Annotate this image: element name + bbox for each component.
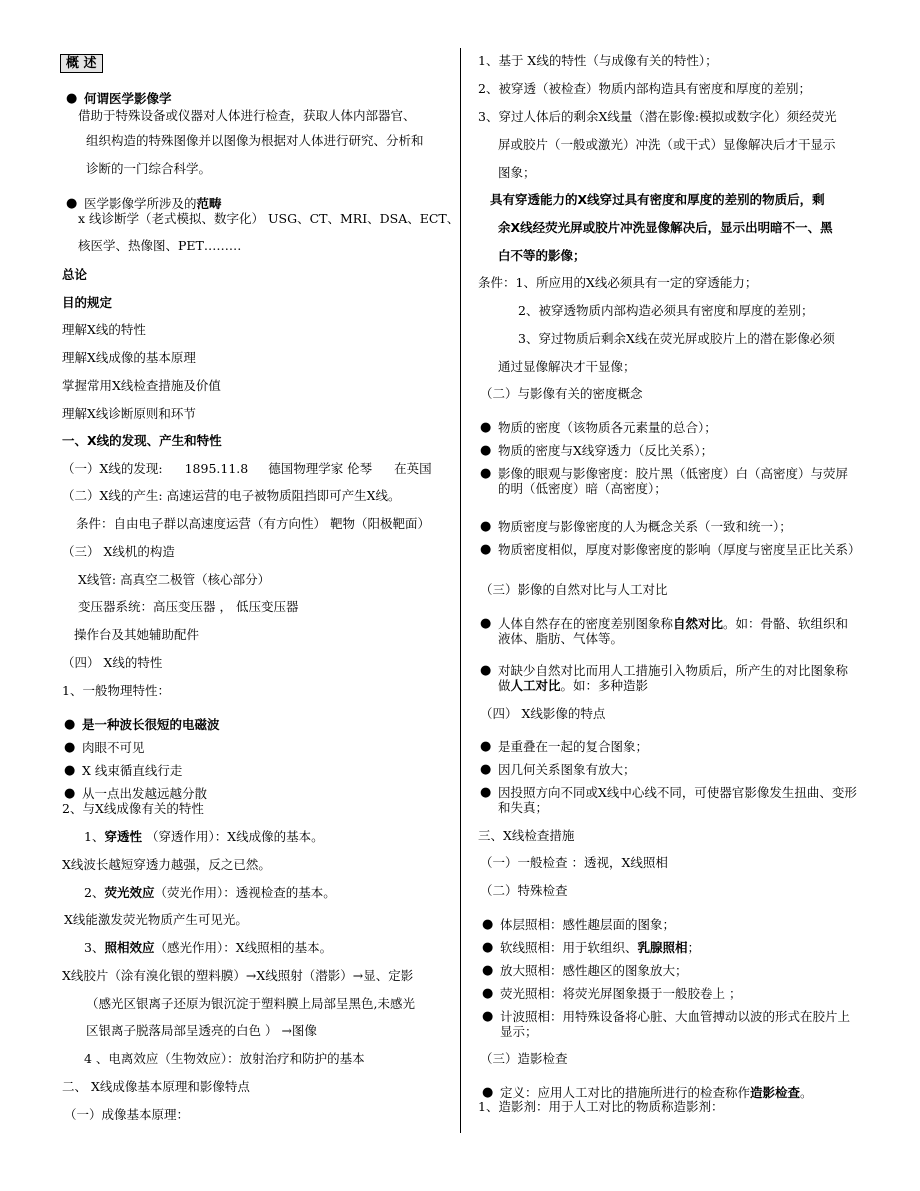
bullet-dot-icon: ● (64, 740, 76, 755)
bullet-dot-icon: ● (480, 739, 492, 754)
bullet-dot-icon: ● (482, 1009, 494, 1024)
condition-item: 2、被穿透物质内部构造必须具有密度和厚度的差别； (518, 303, 814, 318)
special-exam-bullet: ● 计波照相：用特殊设备将心脏、大血管搏动以波的形式在胶片上显示； (482, 1009, 851, 1039)
feature-bullet: ● 是重叠在一起的复合图象； (480, 739, 649, 754)
principle-item: 图象； (498, 165, 536, 180)
bullet-what-is: ● 何谓医学影像学 (66, 91, 172, 106)
principle-item: 屏或胶片（一般或激光）冲洗（或干式）显像解决后才干显示 (498, 137, 836, 152)
condition-item: 通过显像解决才干显像； (498, 359, 636, 374)
subsection-heading: （二）特殊检查 (480, 883, 568, 898)
key-statement: 白不等的影像； (498, 248, 586, 263)
discovery-line: （一）X线的发现: 1895.11.8 德国物理学家 伦琴 在英国 (62, 461, 432, 476)
bullet-dot-icon: ● (480, 466, 492, 481)
key-statement: 具有穿透能力的X线穿过具有密度和厚度的差别的物质后，剩 (490, 192, 825, 207)
subsection-heading: （三）造影检查 (480, 1051, 568, 1066)
bullet-dot-icon: ● (482, 940, 494, 955)
definition-line: 组织构造的特殊图像并以图像为根据对人体进行研究、分析和 (86, 133, 424, 148)
conditions-line: 条件：自由电子群以高速度运营（有方向性） 靶物（阳极靶面） (76, 516, 430, 531)
bullet-dot-icon: ● (480, 785, 492, 800)
structure-item: X线管: 高真空二极管（核心部分） (78, 572, 271, 587)
subsection-heading: 1、一般物理特性： (62, 683, 170, 698)
bullet-dot-icon: ● (480, 443, 492, 458)
contrast-bullet: ● 人体自然存在的密度差别图象称自然对比。如：骨骼、软组织和液体、脂肪、气体等。 (480, 616, 849, 646)
bullet-dot-icon: ● (482, 986, 494, 1001)
property-bullet: ● 肉眼不可见 (64, 740, 145, 755)
bullet-dot-icon: ● (66, 91, 78, 106)
section-heading: 三、X线检查措施 (478, 828, 575, 843)
contrast-bullet: ● 对缺少自然对比而用人工措施引入物质后，所产生的对比图象称做人工对比。如：多种造影 (480, 663, 849, 693)
feature-bullet: ● 因几何关系图象有放大； (480, 762, 636, 777)
scope-line: 核医学、热像图、PET……… (78, 238, 242, 253)
bullet-dot-icon: ● (480, 519, 492, 534)
bullet-dot-icon: ● (482, 963, 494, 978)
definition-line: 借助于特殊设备或仪器对人体进行检查，获取人体内部器官、 (78, 108, 416, 123)
trait-note: 区银离子脱落局部呈透亮的白色 ） →图像 (86, 1023, 317, 1038)
trait-note: （感光区银离子还原为银沉淀于塑料膜上局部呈黑色,未感光 (86, 996, 415, 1011)
key-statement: 余X线经荧光屏或胶片冲洗显像解决后，显示出明暗不一、黑 (498, 220, 833, 235)
heading-zonglun: 总论 (62, 267, 88, 282)
goal-item: 理解X线诊断原则和环节 (62, 406, 196, 421)
property-bullet: ● 是一种波长很短的电磁波 (64, 717, 220, 732)
special-exam-bullet: ● 软线照相：用于软组织、乳腺照相； (482, 940, 701, 955)
section-heading: 二、 X线成像基本原理和影像特点 (62, 1079, 250, 1094)
principle-item: 1、基于 X线的特性（与成像有关的特性）； (478, 53, 718, 68)
trait-note: X线胶片（涂有溴化银的塑料膜）→X线照射（潜影）→显、定影 (62, 968, 414, 983)
density-bullet: ● 影像的眼观与影像密度：胶片黑（低密度）白（高密度）与荧屏的明（低密度）暗（高密度）； (480, 466, 849, 496)
property-bullet: ● X 线束循直线行走 (64, 763, 183, 778)
subsection-heading: （一）一般检查 ：透视，X线照相 (480, 855, 668, 870)
subsection-heading: （四） X线影像的特点 (480, 706, 606, 721)
feature-bullet: ● 因投照方向不同或X线中心线不同，可使器官影像发生扭曲、变形和失真； (480, 785, 857, 815)
bullet-dot-icon: ● (480, 616, 492, 631)
bullet-dot-icon: ● (482, 917, 494, 932)
structure-item: 变压器系统：高压变压器 ， 低压变压器 (78, 599, 299, 614)
density-bullet: ● 物质的密度与X线穿透力（反比关系）； (480, 443, 714, 458)
condition-item: 3、穿过物质后剩余X线在荧光屏或胶片上的潜在影像必须 (518, 331, 835, 346)
bullet-dot-icon: ● (64, 786, 76, 801)
trait-penetration: 1、穿透性 （穿透作用）：X线成像的基本。 (84, 829, 324, 844)
trait-ionization: 4 、电离效应（生物效应）：放射治疗和防护的基本 (84, 1051, 365, 1066)
subsection-heading: （三） X线机的构造 (62, 544, 175, 559)
section-heading: 一、X线的发现、产生和特性 (62, 433, 222, 448)
density-bullet: ● 物质密度相似，厚度对影像密度的影响（厚度与密度呈正比关系） (480, 542, 861, 557)
bullet-dot-icon: ● (482, 1085, 494, 1100)
trait-photographic: 3、照相效应（感光作用）：X线照相的基本。 (84, 940, 333, 955)
bullet-dot-icon: ● (480, 762, 492, 777)
contrast-exam-bullet: ● 定义：应用人工对比的措施所进行的检查称作造影检查。 (482, 1085, 813, 1100)
bullet-dot-icon: ● (64, 763, 76, 778)
bullet-dot-icon: ● (64, 717, 76, 732)
condition-item: 条件：1、所应用的X线必须具有一定的穿透能力； (478, 275, 758, 290)
bullet-scope: ● 医学影像学所涉及的范畴 (66, 196, 222, 211)
trait-note: X线波长越短穿透力越强，反之已然。 (62, 857, 271, 872)
property-bullet: ● 从一点出发越远越分散 (64, 786, 208, 801)
trait-note: X线能激发荧光物质产生可见光。 (64, 912, 248, 927)
subsection-heading: （三）影像的自然对比与人工对比 (480, 582, 668, 597)
bullet-dot-icon: ● (480, 542, 492, 557)
bullet-dot-icon: ● (480, 420, 492, 435)
special-exam-bullet: ● 体层照相：感性趣层面的图象； (482, 917, 676, 932)
column-divider (460, 48, 461, 1133)
subsection-heading: （四） X线的特性 (62, 655, 163, 670)
goal-item: 理解X线成像的基本原理 (62, 350, 196, 365)
structure-item: 操作台及其她辅助配件 (74, 627, 200, 642)
goal-item: 理解X线的特性 (62, 322, 146, 337)
scope-line: x 线诊断学（老式模拟、数字化） USG、CT、MRI、DSA、ECT、 (78, 211, 460, 226)
special-exam-bullet: ● 荧光照相：将荧光屏图象摄于一般胶卷上 ； (482, 986, 742, 1001)
subsection-heading: 2、与X线成像有关的特性 (62, 801, 204, 816)
density-bullet: ● 物质的密度（该物质各元素量的总合）； (480, 420, 717, 435)
bullet-dot-icon: ● (66, 196, 78, 211)
special-exam-bullet: ● 放大照相：感性趣区的图象放大； (482, 963, 688, 978)
principle-item: 2、被穿透（被检查）物质内部构造具有密度和厚度的差别； (478, 81, 811, 96)
subsection-heading: （二）与影像有关的密度概念 (480, 386, 643, 401)
trait-fluorescence: 2、荧光效应（荧光作用）：透视检查的基本。 (84, 885, 336, 900)
overview-heading: 概 述 (60, 54, 103, 73)
subsection-heading: （一）成像基本原理： (64, 1107, 190, 1122)
definition-line: 诊断的一门综合科学。 (86, 161, 212, 176)
principle-item: 3、穿过人体后的剩余X线量（潜在影像:模拟或数字化）须经荧光 (478, 109, 837, 124)
heading-goals: 目的规定 (62, 295, 113, 310)
contrast-agent-line: 1、造影剂：用于人工对比的物质称造影剂： (478, 1099, 724, 1114)
goal-item: 掌握常用X线检查措施及价值 (62, 378, 221, 393)
bullet-dot-icon: ● (480, 663, 492, 678)
density-bullet: ● 物质密度与影像密度的人为概念关系（一致和统一）； (480, 519, 792, 534)
production-line: （二）X线的产生: 高速运营的电子被物质阻挡即可产生X线。 (62, 488, 401, 503)
